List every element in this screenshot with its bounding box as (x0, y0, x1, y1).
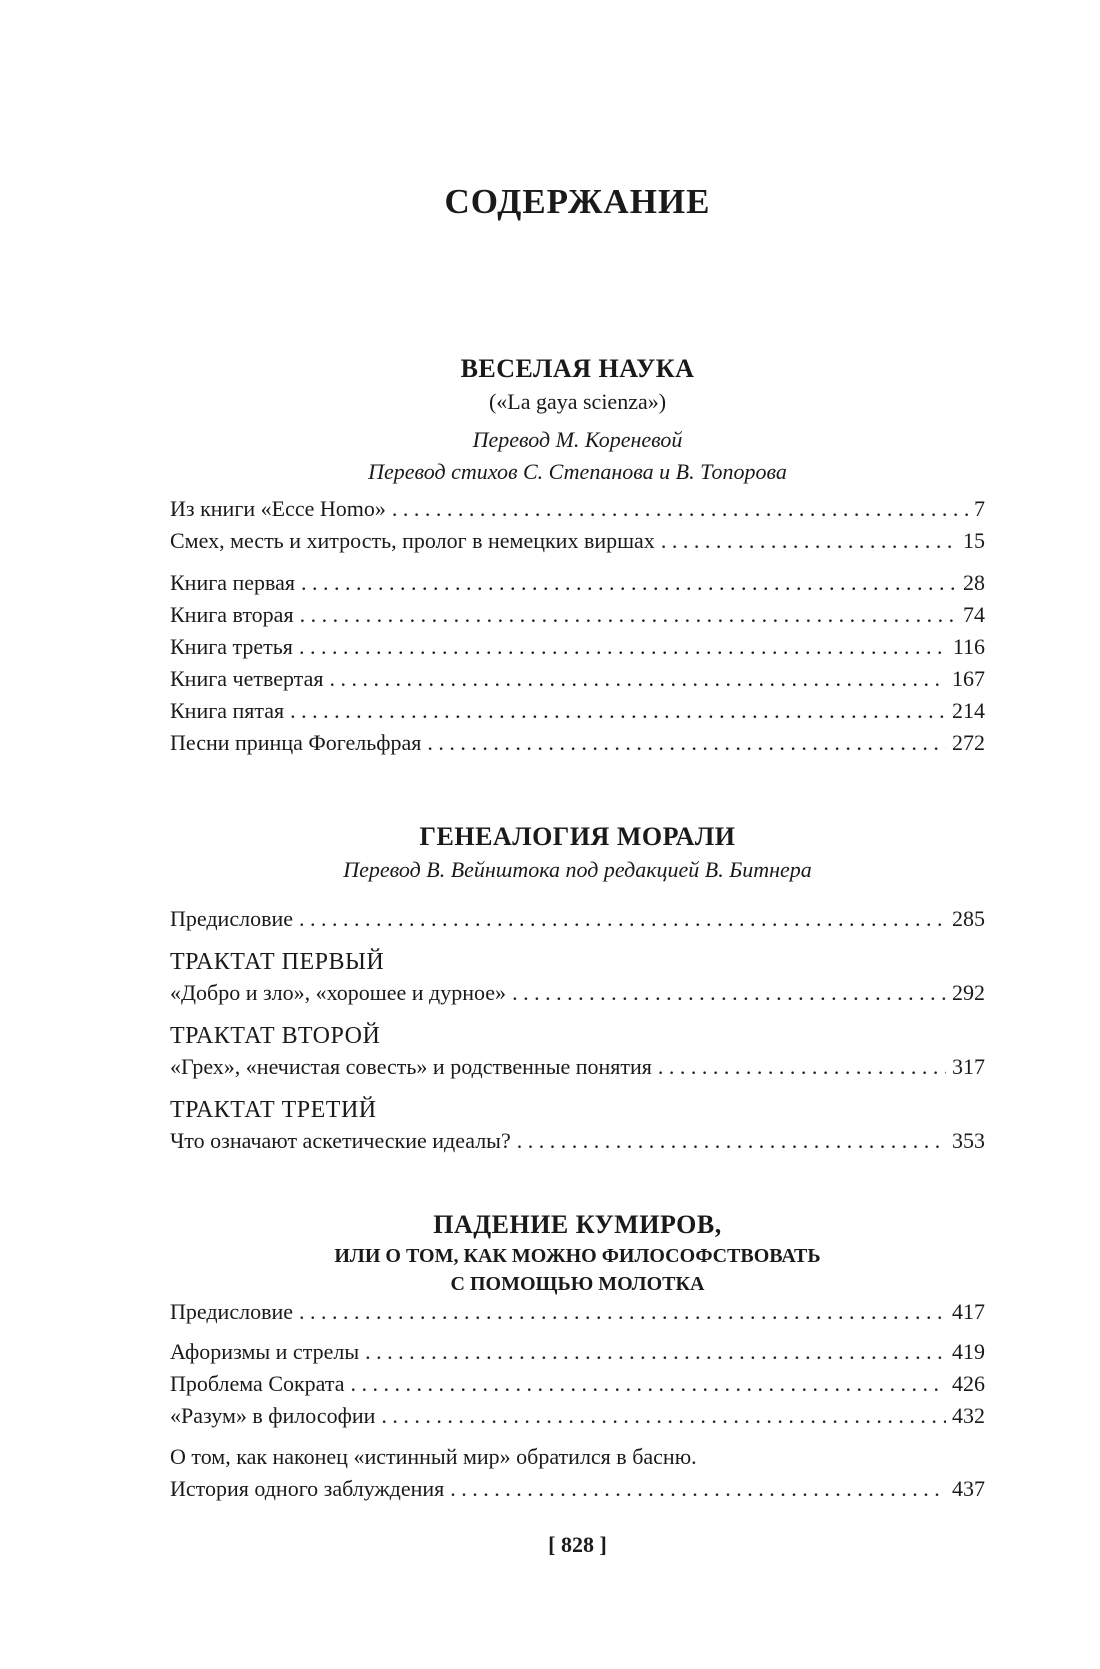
entry-title: История одного заблуждения (170, 1476, 445, 1501)
entry-title: Книга третья (170, 634, 293, 659)
dot-leader (450, 1473, 946, 1505)
entry-title: «Добро и зло», «хорошее и дурное» (170, 980, 507, 1005)
entry-title: Из книги «Ecce Homo» (170, 496, 386, 521)
toc-entry[interactable] (170, 599, 985, 631)
page-title: СОДЕРЖАНИЕ (444, 182, 711, 221)
verse-translator-credit: Перевод стихов С. Степанова и В. Топорова (368, 459, 787, 484)
toc-page (170, 0, 985, 1669)
entry-page: 74 (963, 602, 985, 627)
dot-leader (299, 631, 947, 663)
dot-leader (329, 663, 946, 695)
entry-page: 214 (952, 698, 985, 723)
dot-leader (661, 525, 957, 557)
dot-leader (365, 1336, 946, 1368)
toc-entry[interactable] (170, 663, 985, 695)
tractate-heading: ТРАКТАТ ВТОРОЙ (170, 1023, 381, 1049)
translator-credit: Перевод В. Вейнштока под редакцией В. Битнера (343, 857, 812, 882)
entry-page: 167 (952, 666, 985, 691)
dot-leader (301, 567, 957, 599)
section-subtitle: ИЛИ О ТОМ, КАК МОЖНО ФИЛОСОФСТВОВАТЬ (334, 1245, 821, 1267)
toc-entry[interactable] (170, 525, 985, 557)
section-title: ВЕСЕЛАЯ НАУКА (460, 354, 695, 383)
entry-page: 272 (952, 730, 985, 755)
dot-leader (392, 493, 968, 525)
section-padenie-kumirov-header (170, 1208, 985, 1298)
entry-title: Смех, месть и хитрость, пролог в немецких виршах (170, 528, 655, 553)
toc-entry[interactable] (170, 977, 985, 1009)
entry-page: 15 (963, 528, 985, 553)
dot-leader (290, 695, 946, 727)
entry-page: 432 (952, 1403, 985, 1428)
entry-page: 28 (963, 570, 985, 595)
section-genealogiya-morali-header (170, 820, 985, 886)
toc-entry[interactable] (170, 567, 985, 599)
dot-leader (512, 977, 946, 1009)
entry-title: «Разум» в философии (170, 1403, 376, 1428)
toc-entry[interactable] (170, 1125, 985, 1157)
translator-credit: Перевод М. Кореневой (472, 427, 683, 452)
entry-title: Песни принца Фогельфрая (170, 730, 422, 755)
toc-entry[interactable] (170, 1368, 985, 1400)
entry-title: Предисловие (170, 1299, 293, 1324)
entry-title: Предисловие (170, 906, 293, 931)
dot-leader (658, 1051, 946, 1083)
dot-leader (351, 1368, 946, 1400)
entry-page: 437 (952, 1476, 985, 1501)
dot-leader (381, 1400, 946, 1432)
toc-entry[interactable] (170, 1296, 985, 1328)
dot-leader (299, 903, 946, 935)
entry-page: 317 (952, 1054, 985, 1079)
toc-entry[interactable] (170, 1473, 985, 1505)
dot-leader (299, 1296, 946, 1328)
tractate-heading: ТРАКТАТ ТРЕТИЙ (170, 1097, 377, 1123)
entry-title: Проблема Сократа (170, 1371, 345, 1396)
toc-entry[interactable] (170, 631, 985, 663)
toc-entry[interactable] (170, 727, 985, 759)
entry-title: Что означают аскетические идеалы? (170, 1128, 511, 1153)
entry-title: Книга первая (170, 570, 296, 595)
section-title: ПАДЕНИЕ КУМИРОВ, (433, 1210, 722, 1239)
toc-entry[interactable] (170, 493, 985, 525)
entry-title: Книга вторая (170, 602, 294, 627)
entry-page: 426 (952, 1371, 985, 1396)
section-title: ГЕНЕАЛОГИЯ МОРАЛИ (419, 822, 736, 851)
dot-leader (517, 1125, 946, 1157)
entry-page: 7 (974, 496, 985, 521)
entry-page: 419 (952, 1339, 985, 1364)
toc-entry[interactable] (170, 695, 985, 727)
entry-page: 292 (952, 980, 985, 1005)
toc-entry[interactable] (170, 903, 985, 935)
entry-page: 417 (952, 1299, 985, 1324)
toc-entry[interactable] (170, 1051, 985, 1083)
section-subtitle: («La gaya scienza») (488, 389, 667, 414)
page-number: [ 828 ] (548, 1532, 607, 1557)
entry-title: Книга пятая (170, 698, 285, 723)
toc-entry[interactable] (170, 1336, 985, 1368)
entry-title: «Грех», «нечистая совесть» и родственные понятия (170, 1054, 652, 1079)
entry-page: 353 (952, 1128, 985, 1153)
entry-title: Афоризмы и стрелы (170, 1339, 360, 1364)
section-subtitle: С ПОМОЩЬЮ МОЛОТКА (450, 1273, 705, 1295)
entry-title-line: О том, как наконец «истинный мир» обратился в басню. (170, 1444, 697, 1469)
toc-entry[interactable] (170, 1400, 985, 1432)
tractate-heading: ТРАКТАТ ПЕРВЫЙ (170, 949, 385, 975)
dot-leader (427, 727, 946, 759)
entry-title: Книга четвертая (170, 666, 324, 691)
dot-leader (300, 599, 957, 631)
entry-page: 116 (952, 634, 985, 659)
entry-page: 285 (952, 906, 985, 931)
section-vesyolaya-nauka-header (170, 352, 985, 488)
